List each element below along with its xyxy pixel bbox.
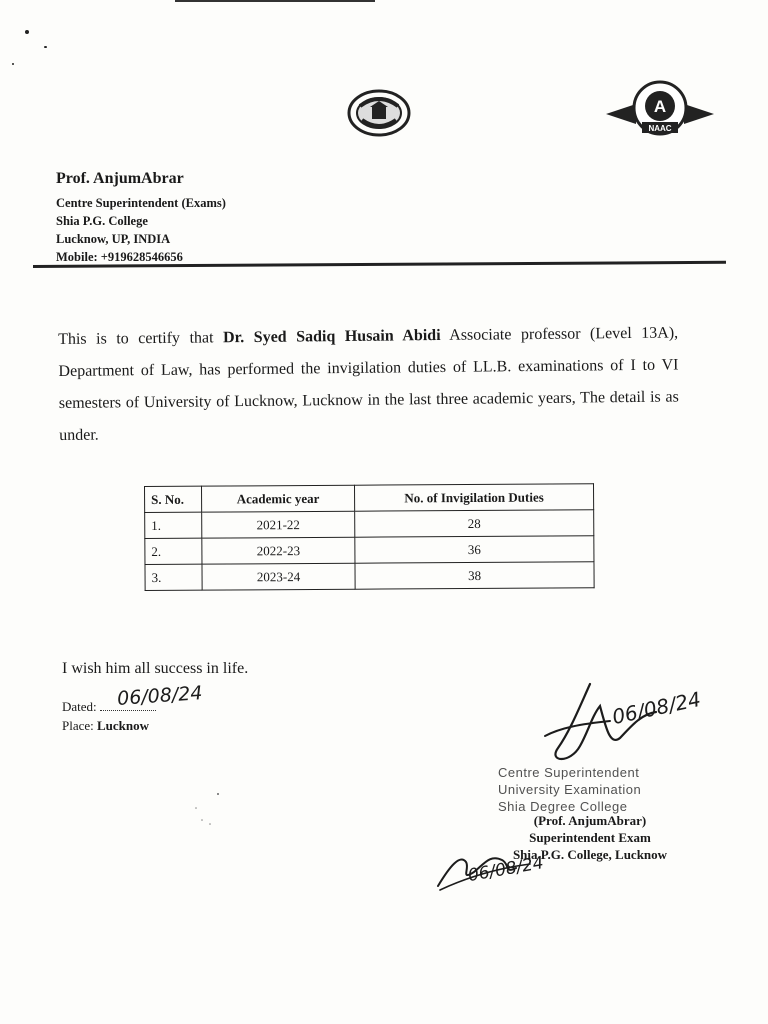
certificate-intro: This is to certify that — [58, 329, 224, 348]
cell-sno: 1. — [145, 512, 202, 538]
cell-academic-year: 2022-23 — [202, 537, 355, 564]
nominee-signature-date: 06/08/24 — [466, 853, 546, 886]
table-header-row — [145, 484, 594, 513]
place-label: Place: — [62, 718, 98, 733]
speck — [12, 63, 14, 65]
signature-date: 06/08/24 — [610, 686, 703, 729]
paper-specks — [190, 790, 230, 830]
seal-line: Superintendent Exam — [529, 830, 651, 845]
column-header-academic-year: Academic year — [202, 485, 355, 512]
seal-line: (Prof. AnjumAbrar) — [533, 813, 647, 828]
handwritten-date: 06/08/24 — [116, 682, 204, 710]
sender-mobile: Mobile: +919628546656 — [56, 250, 183, 264]
naac-seal-logo — [602, 80, 718, 138]
stamp-line: Centre Superintendent — [498, 765, 640, 780]
naac-grade-text: A — [653, 97, 667, 116]
certificate-body: Associate professor (Level 13A), Department of Law, has performed the invigilation duties of LL.B. examinations of I to VI semesters of University of Lucknow, Lucknow in the last three academic years, The detail is as under. — [58, 324, 679, 444]
table-row — [145, 536, 594, 565]
cell-duties: 38 — [355, 562, 594, 589]
sender-block — [56, 170, 226, 266]
certificate-person-name: Dr. Syed Sadiq Husain Abidi — [222, 326, 441, 347]
speck — [44, 46, 47, 48]
stamp-line: Shia Degree College — [498, 799, 628, 814]
place-line — [62, 718, 149, 734]
speck — [25, 30, 29, 34]
sender-institution: Shia P.G. College — [56, 214, 148, 228]
top-edge-rule — [175, 0, 375, 2]
naac-label-text: NAAC — [648, 124, 672, 133]
seal-line: Shia P.G. College, Lucknow — [512, 847, 668, 862]
cell-sno: 2. — [145, 538, 202, 564]
table-row — [145, 562, 594, 591]
sender-address: Lucknow, UP, INDIA — [56, 232, 171, 246]
cell-duties: 36 — [355, 536, 594, 563]
table-row — [145, 510, 594, 539]
closing-wish: I wish him all success in life. — [62, 660, 249, 677]
column-header-duties: No. of Invigilation Duties — [354, 484, 593, 511]
cell-academic-year: 2023-24 — [202, 563, 355, 590]
cell-sno: 3. — [145, 564, 202, 590]
stamp-line: University Examination — [498, 782, 642, 797]
cell-academic-year: 2021-22 — [202, 511, 355, 538]
cell-duties: 28 — [355, 510, 594, 537]
sender-designation: Centre Superintendent (Exams) — [56, 196, 226, 210]
dated-label: Dated: — [62, 699, 100, 714]
sender-name: Prof. AnjumAbrar — [56, 170, 184, 187]
certificate-paragraph — [58, 318, 679, 452]
college-emblem-logo — [346, 88, 412, 138]
place-value: Lucknow — [97, 718, 150, 733]
invigilation-duties-table — [144, 483, 595, 591]
column-header-sno: S. No. — [145, 486, 202, 512]
